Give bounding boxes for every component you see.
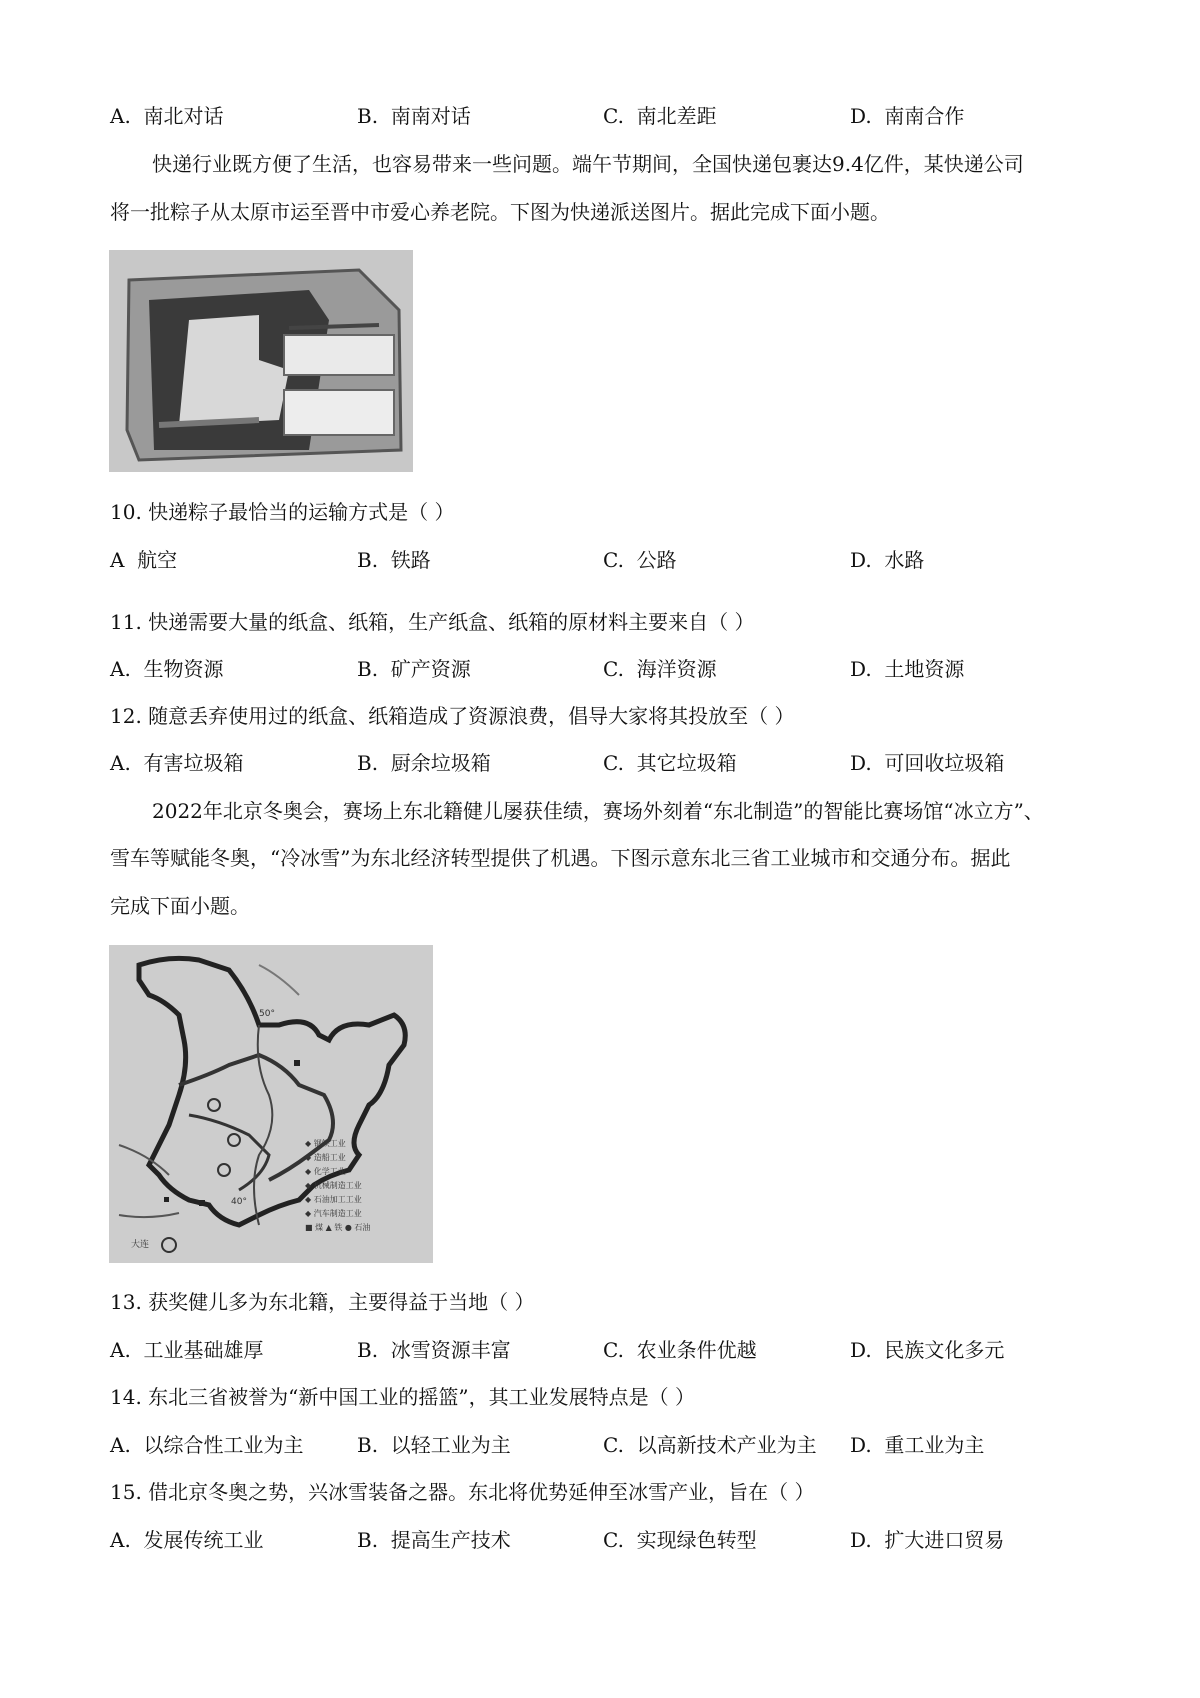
q12-stem: 12. 随意丢弃使用过的纸盒、纸箱造成了资源浪费，倡导大家将其投放至（ ） [110, 704, 795, 728]
q9-option-c[interactable]: C. 南北差距 [603, 104, 717, 128]
latitude-50-label: 50° [259, 1009, 275, 1019]
q15-option-c[interactable]: C. 实现绿色转型 [603, 1528, 757, 1552]
q11-option-c[interactable]: C. 海洋资源 [603, 657, 717, 681]
passage1-line1: 快递行业既方便了生活，也容易带来一些问题。端午节期间，全国快递包裹达9.4亿件，某快递公司 [152, 152, 1024, 176]
q9-option-d[interactable]: D. 南南合作 [850, 104, 965, 128]
q13-option-a[interactable]: A. 工业基础雄厚 [110, 1338, 264, 1362]
q15-option-d[interactable]: D. 扩大进口贸易 [850, 1528, 1005, 1552]
q12-option-b[interactable]: B. 厨余垃圾箱 [357, 751, 491, 775]
legend-item-steel: ◆ 钢铁工业 [305, 1139, 346, 1148]
q14-options [0, 1429, 1200, 1461]
q11-options [0, 653, 1200, 685]
q14-option-b[interactable]: B. 以轻工业为主 [357, 1433, 511, 1457]
passage2-line1: 2022年北京冬奥会，赛场上东北籍健儿屡获佳绩，赛场外刻着“东北制造”的智能比赛场馆“冰立方”、 [152, 799, 1044, 823]
q10-option-d[interactable]: D. 水路 [850, 548, 925, 572]
q13-stem: 13. 获奖健儿多为东北籍，主要得益于当地（ ） [110, 1290, 535, 1314]
q10-stem: 10. 快递粽子最恰当的运输方式是（ ） [110, 500, 455, 524]
q15-stem: 15. 借北京冬奥之势，兴冰雪装备之器。东北将优势延伸至冰雪产业，旨在（ ） [110, 1480, 815, 1504]
q11-option-a[interactable]: A. 生物资源 [110, 657, 224, 681]
q14-stem: 14. 东北三省被誉为“新中国工业的摇篮”，其工业发展特点是（ ） [110, 1385, 695, 1409]
delivery-vehicle-image [109, 250, 413, 472]
q12-option-d[interactable]: D. 可回收垃圾箱 [850, 751, 1005, 775]
q10-option-b[interactable]: B. 铁路 [357, 548, 431, 572]
delivery-photo [109, 250, 413, 472]
q13-option-d[interactable]: D. 民族文化多元 [850, 1338, 1005, 1362]
q12-option-c[interactable]: C. 其它垃圾箱 [603, 751, 737, 775]
northeast-map-image [109, 945, 433, 1263]
q10-option-a[interactable]: A 航空 [110, 548, 178, 572]
q14-option-d[interactable]: D. 重工业为主 [850, 1433, 985, 1457]
q9-option-a[interactable]: A. 南北对话 [110, 104, 224, 128]
q9-option-b[interactable]: B. 南南对话 [357, 104, 471, 128]
legend-item-automobile: ◆ 汽车制造工业 [305, 1209, 362, 1218]
legend-item-petroleum: ◆ 石油加工工业 [305, 1195, 362, 1204]
q12-option-a[interactable]: A. 有害垃圾箱 [110, 751, 244, 775]
q14-option-c[interactable]: C. 以高新技术产业为主 [603, 1433, 817, 1457]
passage2-line3: 完成下面小题。 [110, 894, 250, 918]
q13-options [0, 1334, 1200, 1366]
map-legend [305, 1137, 370, 1235]
legend-item-resources: ■ 煤 ▲ 铁 ● 石油 [305, 1223, 371, 1232]
q14-option-a[interactable]: A. 以综合性工业为主 [110, 1433, 304, 1457]
q13-option-b[interactable]: B. 冰雪资源丰富 [357, 1338, 511, 1362]
q9-options [0, 100, 1200, 132]
northeast-map [109, 945, 433, 1263]
legend-item-chemical: ◆ 化学工业 [305, 1167, 346, 1176]
q15-option-b[interactable]: B. 提高生产技术 [357, 1528, 511, 1552]
q11-option-b[interactable]: B. 矿产资源 [357, 657, 471, 681]
passage1-line2: 将一批粽子从太原市运至晋中市爱心养老院。下图为快递派送图片。据此完成下面小题。 [110, 200, 890, 224]
q10-options [0, 544, 1200, 576]
q11-option-d[interactable]: D. 土地资源 [850, 657, 965, 681]
q10-option-c[interactable]: C. 公路 [603, 548, 677, 572]
legend-item-machinery: ◆ 机械制造工业 [305, 1181, 362, 1190]
q13-option-c[interactable]: C. 农业条件优越 [603, 1338, 757, 1362]
q11-stem: 11. 快递需要大量的纸盒、纸箱，生产纸盒、纸箱的原材料主要来自（ ） [110, 610, 755, 634]
q12-options [0, 747, 1200, 779]
q15-options [0, 1524, 1200, 1556]
city-label-dalian: 大连 [131, 1240, 150, 1250]
latitude-40-label: 40° [231, 1197, 247, 1207]
passage2-line2: 雪车等赋能冬奥，“冷冰雪”为东北经济转型提供了机遇。下图示意东北三省工业城市和交通分布。据此 [110, 846, 1011, 870]
legend-item-shipbuilding: ◆ 造船工业 [305, 1153, 346, 1162]
q15-option-a[interactable]: A. 发展传统工业 [110, 1528, 264, 1552]
